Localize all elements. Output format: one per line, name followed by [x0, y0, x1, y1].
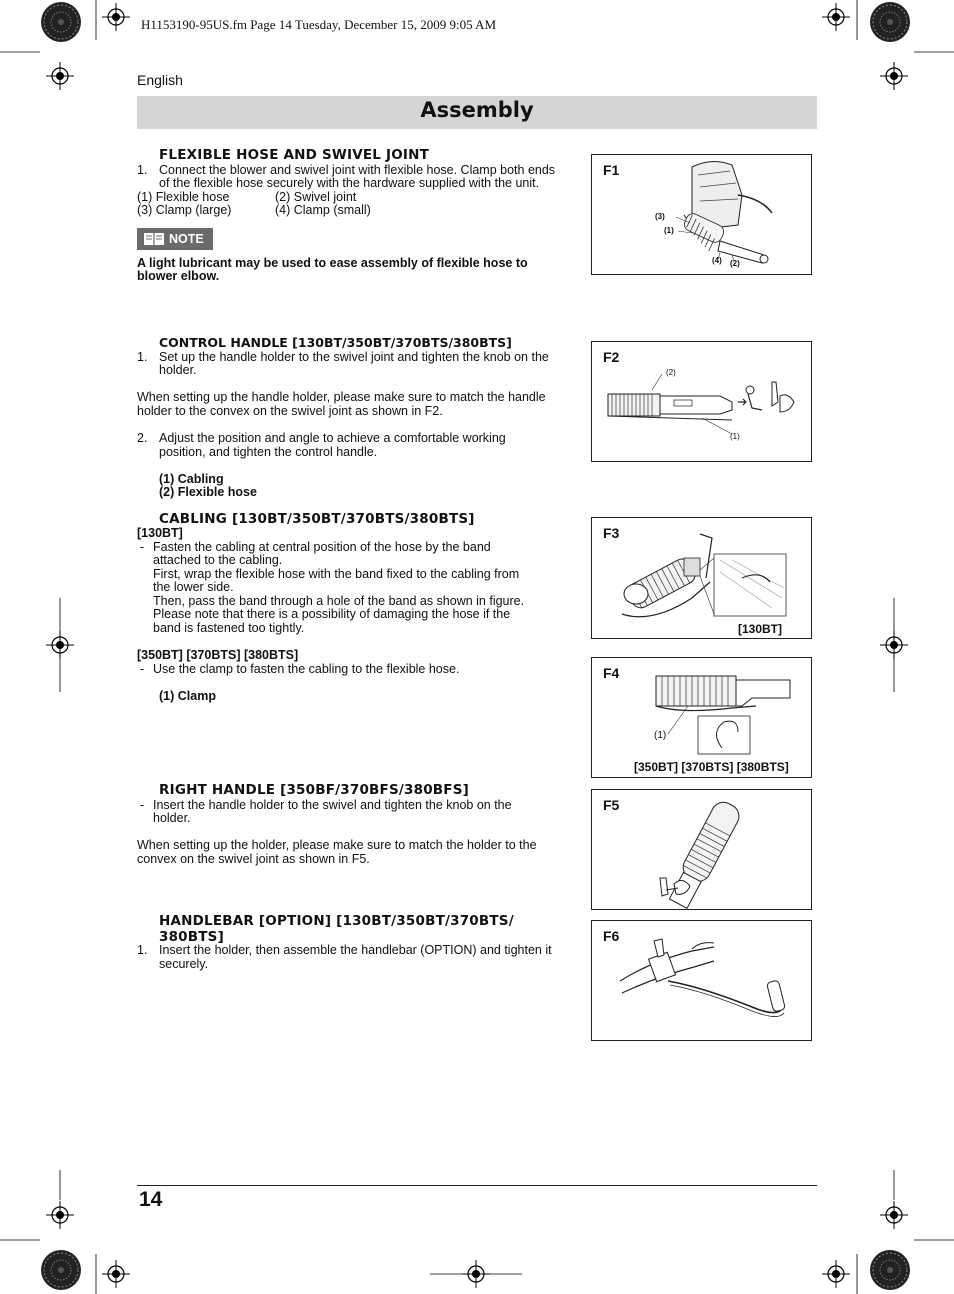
paragraph-line: securely. — [159, 957, 209, 971]
section-heading-cabling: CABLING [130BT/350BT/370BTS/380BTS] — [159, 511, 475, 527]
step-number: 1. — [137, 350, 148, 364]
figure-f6 — [591, 920, 812, 1041]
section-heading-handlebar-cont: 380BTS] — [159, 929, 224, 945]
figure-f3 — [591, 517, 812, 639]
figure-label: F6 — [603, 928, 620, 944]
paragraph-line: When setting up the handle holder, please make sure to match the handle — [137, 390, 546, 404]
paragraph-line: Adjust the position and angle to achieve a comfortable working — [159, 431, 506, 445]
paragraph-line: Then, pass the band through a hole of the band as shown in figure. — [153, 594, 525, 608]
callout-label: (1) Clamp — [159, 689, 216, 703]
page-number: 14 — [139, 1188, 163, 1211]
paragraph-line: of the flexible hose securely with the hardware supplied with the unit. — [159, 176, 540, 190]
paragraph-line: attached to the cabling. — [153, 553, 283, 567]
paragraph-line: convex on the swivel joint as shown in F5. — [137, 852, 370, 866]
right-handle-illustration — [592, 790, 811, 909]
paragraph-line: band is fastened too tightly. — [153, 621, 305, 635]
figure-label: F1 — [603, 162, 620, 178]
figure-label: F2 — [603, 349, 620, 365]
callout-label: (1) Cabling — [159, 472, 224, 486]
paragraph-line: Set up the handle holder to the swivel joint and tighten the knob on the — [159, 350, 549, 364]
note-text: A light lubricant may be used to ease assembly of flexible hose to — [137, 256, 528, 270]
paragraph-line: the lower side. — [153, 580, 234, 594]
section-heading-right-handle: RIGHT HANDLE [350BF/370BFS/380BFS] — [159, 782, 470, 798]
section-heading-flexible-hose: FLEXIBLE HOSE AND SWIVEL JOINT — [159, 147, 430, 163]
figure-f1 — [591, 154, 812, 275]
paragraph-line: Please note that there is a possibility of damaging the hose if the — [153, 607, 511, 621]
dash-bullet: - — [140, 662, 145, 676]
section-heading-handlebar: HANDLEBAR [OPTION] [130BT/350BT/370BTS/ — [159, 913, 514, 929]
callout-marker: (4) — [712, 256, 722, 265]
paragraph-line: Use the clamp to fasten the cabling to the flexible hose. — [153, 662, 460, 676]
file-header: H1153190-95US.fm Page 14 Tuesday, December 15, 2009 9:05 AM — [141, 17, 497, 32]
part-item: (3) Clamp (large) — [137, 203, 232, 217]
part-item: (1) Flexible hose — [137, 190, 230, 204]
figure-f2 — [591, 341, 812, 462]
paragraph-line: Insert the handle holder to the swivel and tighten the knob on the — [153, 798, 512, 812]
callout-marker: (2) — [666, 368, 676, 377]
figure-label: F4 — [603, 665, 620, 681]
step-number: 1. — [137, 163, 148, 177]
paragraph-line: holder. — [159, 363, 197, 377]
step-number: 2. — [137, 431, 148, 445]
paragraph-line: When setting up the holder, please make sure to match the holder to the — [137, 838, 537, 852]
paragraph-line: Insert the holder, then assemble the handlebar (OPTION) and tighten it — [159, 943, 552, 957]
blower-backpack-illustration — [592, 155, 811, 274]
note-badge — [137, 228, 213, 250]
model-subheading: [130BT] — [137, 526, 183, 540]
callout-label: (2) Flexible hose — [159, 485, 257, 499]
handlebar-illustration — [592, 921, 811, 1040]
callout-marker: (1) — [654, 730, 667, 741]
note-text: blower elbow. — [137, 269, 220, 283]
figure-caption: [130BT] — [738, 622, 783, 636]
book-icon — [143, 232, 165, 246]
figure-label: F5 — [603, 797, 620, 813]
section-heading-control-handle: CONTROL HANDLE [130BT/350BT/370BTS/380BTS] — [159, 335, 512, 350]
figure-f4 — [591, 657, 812, 778]
figure-f5 — [591, 789, 812, 910]
control-handle-illustration — [592, 342, 811, 461]
paragraph-line: holder to the convex on the swivel joint as shown in F2. — [137, 404, 443, 418]
paragraph-line: Fasten the cabling at central position of the hose by the band — [153, 540, 491, 554]
step-number: 1. — [137, 943, 148, 957]
dash-bullet: - — [140, 540, 145, 554]
footer-rule — [137, 1185, 817, 1186]
paragraph-line: First, wrap the flexible hose with the band fixed to the cabling from — [153, 567, 520, 581]
part-item: (2) Swivel joint — [275, 190, 357, 204]
figure-label: F3 — [603, 525, 620, 541]
paragraph-line: position, and tighten the control handle. — [159, 445, 378, 459]
callout-marker: (1) — [730, 432, 740, 441]
cabling-band-illustration — [592, 518, 811, 638]
page-title: Assembly — [420, 98, 534, 122]
callout-marker: (2) — [730, 259, 740, 268]
model-subheading: [350BT] [370BTS] [380BTS] — [137, 648, 299, 662]
dash-bullet: - — [140, 798, 145, 812]
paragraph-line: holder. — [153, 811, 191, 825]
paragraph-line: Connect the blower and swivel joint with flexible hose. Clamp both ends — [159, 163, 556, 177]
part-item: (4) Clamp (small) — [275, 203, 371, 217]
callout-marker: (3) — [655, 212, 665, 221]
callout-marker: (1) — [664, 226, 674, 235]
note-label: NOTE — [169, 232, 204, 246]
figure-caption: [350BT] [370BTS] [380BTS] — [634, 760, 789, 774]
language-label: English — [137, 72, 183, 88]
title-band — [137, 96, 817, 129]
